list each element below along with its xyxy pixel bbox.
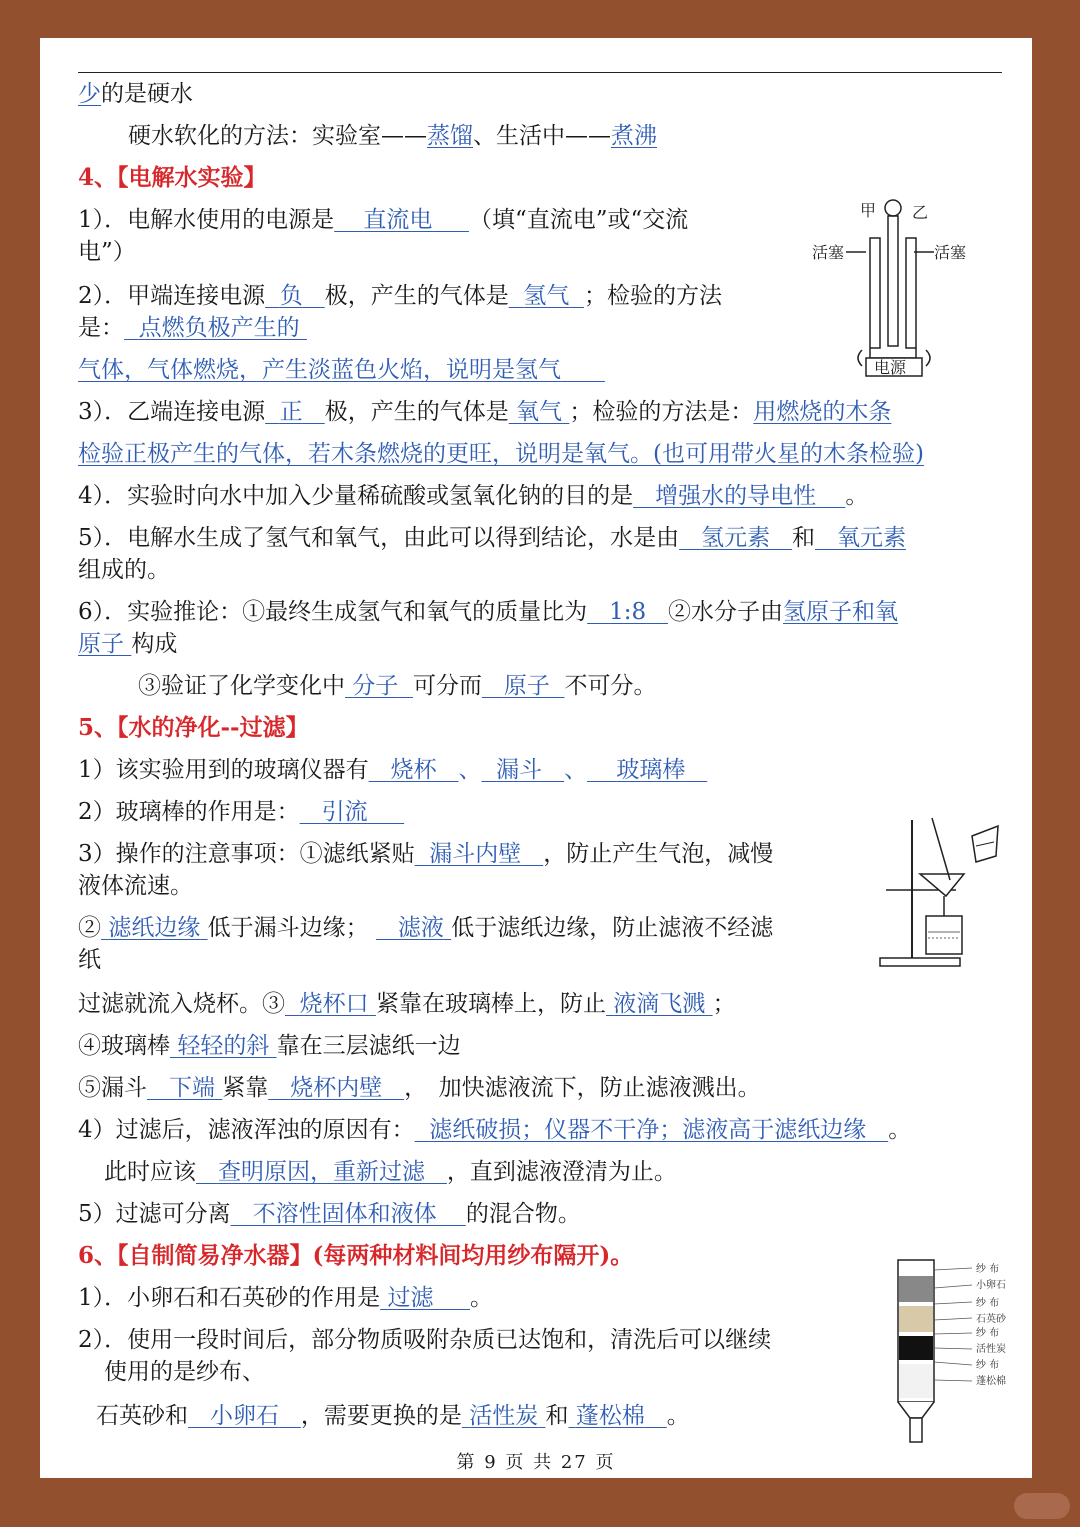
filtration-q3-f: ④玻璃棒 轻轻的斜 靠在三层滤纸一边 [78, 1033, 461, 1059]
electrolysis-q5-b: 组成的。 [78, 557, 170, 583]
electrolysis-q5: 5）．电解水生成了氢气和氧气，由此可以得到结论，水是由 氢元素 和 氧元素 [78, 525, 906, 551]
purifier-label-4: 石英砂 [976, 1314, 1006, 1325]
line-hard-water: 少的是硬水 [78, 81, 193, 107]
filtration-q3-c: ② 滤纸边缘 低于漏斗边缘； 滤液 低于滤纸边缘，防止滤液不经滤 [78, 915, 774, 941]
line-softening: 硬水软化的方法：实验室——蒸馏、生活中——煮沸 [128, 123, 657, 149]
purifier-q2: 2）．使用一段时间后，部分物质吸附杂质已达饱和，清洗后可以继续 [78, 1327, 772, 1353]
purifier-label-2: 小卵石 [976, 1280, 1006, 1291]
label-jia: 甲 [860, 201, 877, 220]
label-valve-left: 活塞 [812, 243, 845, 262]
electrolysis-q1: 1）．电解水使用的电源是 直流电 （填“直流电”或“交流 [78, 207, 689, 233]
filtration-q3-e: 过滤就流入烧杯。③ 烧杯口 紧靠在玻璃棒上，防止 液滴飞溅 ； [78, 991, 736, 1017]
purifier-label-5: 纱 布 [976, 1328, 1000, 1339]
heading-purifier: 6、【自制简易净水器】(每两种材料间均用纱布隔开)。 [78, 1242, 634, 1269]
electrolysis-q6-b: 原子 构成 [78, 631, 178, 657]
document-page [40, 38, 1032, 1478]
water-purifier-figure [890, 1256, 1030, 1446]
filtration-q4-b: 此时应该 查明原因，重新过滤 ，直到滤液澄清为止。 [104, 1159, 677, 1185]
heading-filtration: 5、【水的净化--过滤】 [78, 714, 309, 741]
electrolysis-apparatus-figure [810, 198, 1010, 378]
top-rule [78, 72, 1002, 73]
filtration-q4: 4）过滤后，滤液浑浊的原因有： 滤纸破损；仪器不干净；滤液高于滤纸边缘 。 [78, 1117, 912, 1143]
electrolysis-q6-c: ③验证了化学变化中 分子 可分而 原子 不可分。 [138, 673, 657, 699]
label-power: 电源 [874, 358, 907, 377]
filtration-setup-figure [876, 816, 1026, 971]
filtration-q1: 1）该实验用到的玻璃仪器有 烧杯 、 漏斗 、 玻璃棒 [78, 757, 686, 783]
electrolysis-q4: 4）．实验时向水中加入少量稀硫酸或氢氧化钠的目的是 增强水的导电性 。 [78, 483, 869, 509]
page-footer: 第 9 页 共 27 页 [456, 1452, 616, 1473]
filtration-q3-g: ⑤漏斗 下端 紧靠 烧杯内壁 ， 加快滤液流下，防止滤液溅出。 [78, 1075, 761, 1101]
electrolysis-q2: 2）．甲端连接电源 负 极，产生的气体是 氢气 ；检验的方法 [78, 283, 722, 309]
heading-electrolysis: 4、【电解水实验】 [78, 164, 267, 191]
electrolysis-q3: 3）．乙端连接电源 正 极，产生的气体是 氧气 ；检验的方法是：用燃烧的木条 [78, 399, 892, 425]
filtration-q3-d: 纸 [78, 947, 101, 973]
purifier-label-7: 纱 布 [976, 1360, 1000, 1371]
label-yi: 乙 [912, 203, 929, 222]
purifier-q1: 1）．小卵石和石英砂的作用是 过滤 。 [78, 1285, 494, 1311]
filtration-q3: 3）操作的注意事项：①滤纸紧贴 漏斗内壁 ，防止产生气泡，减慢 [78, 841, 774, 867]
purifier-label-3: 纱 布 [976, 1298, 1000, 1309]
watermark-badge [1014, 1493, 1070, 1519]
label-valve-right: 活塞 [934, 243, 967, 262]
filtration-q5: 5）过滤可分离 不溶性固体和液体 的混合物。 [78, 1201, 581, 1227]
filtration-q2: 2）玻璃棒的作用是： 引流 [78, 799, 368, 825]
purifier-q2-b: 使用的是纱布、 [104, 1359, 265, 1385]
purifier-label-6: 活性炭 [976, 1344, 1006, 1355]
filtration-q3-b: 液体流速。 [78, 873, 193, 899]
electrolysis-q2-c: 气体，气体燃烧，产生淡蓝色火焰，说明是氢气 [78, 357, 561, 383]
purifier-label-8: 蓬松棉 [976, 1376, 1006, 1387]
electrolysis-q6: 6）．实验推论：①最终生成氢气和氧气的质量比为 1:8 ②水分子由氢原子和氧 [78, 599, 899, 625]
electrolysis-q2-b: 是： 点燃负极产生的 [78, 315, 300, 341]
purifier-q2-c: 石英砂和 小卵石 ，需要更换的是 活性炭 和 蓬松棉 。 [96, 1403, 690, 1429]
electrolysis-q1-cont: 电”） [78, 239, 136, 265]
electrolysis-q3-b: 检验正极产生的气体，若木条燃烧的更旺，说明是氧气。(也可用带火星的木条检验) [78, 441, 924, 467]
purifier-label-1: 纱 布 [976, 1264, 1000, 1275]
